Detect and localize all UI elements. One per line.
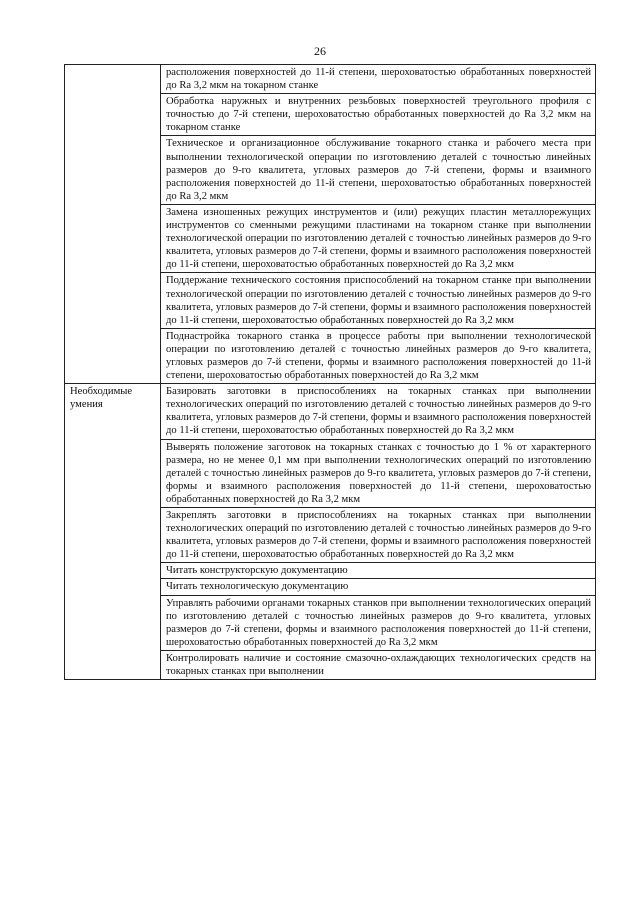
competency-table — [64, 64, 596, 680]
row-label-required-skills: Необходимые умения — [70, 386, 133, 411]
table-cell: Поддержание технического состояния приспособлений на токарном станке при выполнении технологической операции по изготовлению деталей с точностью линейных размеров до 9-го квалитета, угловых размеров до 7-й степени, формы и взаимного расположения поверхностей до 11-й степени, шероховатостью обработанных поверхностей до Ra 3,2 мкм — [161, 273, 596, 328]
row-label-cell — [65, 65, 161, 384]
table-cell: Читать технологическую документацию — [161, 579, 596, 595]
table-cell: Замена изношенных режущих инструментов и (или) режущих пластин металлорежущих инструментов со сменными режущими пластинами на токарном станке при выполнении технологической операции по изготовлению деталей с точностью линейных размеров до 9-го квалитета, угловых размеров до 7-й степени, формы и взаимного расположения поверхностей до 11-й степени, шероховатостью обработанных поверхностей до Ra 3,2 мкм — [161, 204, 596, 272]
table-row — [65, 384, 596, 439]
table-cell: Контролировать наличие и состояние смазочно-охлаждающих технологических средств на токарных станках при выполнении — [161, 650, 596, 679]
table-cell: Обработка наружных и внутренних резьбовых поверхностей треугольного профиля с точностью до 7-й степени, шероховатостью обработанных поверхностей до Ra 3,2 мкм на токарном станке — [161, 94, 596, 136]
row-label-cell — [65, 384, 161, 680]
table-cell: Управлять рабочими органами токарных станков при выполнении технологических операций по изготовлению деталей с точностью линейных размеров до 9-го квалитета, угловых размеров до 7-й степени, формы и взаимного расположения поверхностей до 11-й степени, шероховатостью обработанных поверхностей до Ra 3,2 мкм — [161, 595, 596, 650]
table-cell: Читать конструкторскую документацию — [161, 563, 596, 579]
table-cell: Техническое и организационное обслуживание токарного станка и рабочего места при выполнении технологической операции по изготовлению деталей с точностью линейных размеров до 9-го квалитета, угловых размеров до 7-й степени, формы и взаимного расположения поверхностей до 11-й степени, шероховатостью обработанных поверхностей до Ra 3,2 мкм — [161, 136, 596, 204]
table-cell: Поднастройка токарного станка в процессе работы при выполнении технологической операции по изготовлению деталей с точностью линейных размеров до 9-го квалитета, угловых размеров до 7-й степени, формы и взаимного расположения поверхностей до 11-й степени, шероховатостью обработанных поверхностей до Ra 3,2 мкм — [161, 328, 596, 383]
page-number: 26 — [314, 44, 326, 58]
table-cell: расположения поверхностей до 11-й степени, шероховатостью обработанных поверхностей до Ra 3,2 мкм на токарном станке — [161, 65, 596, 94]
table-cell: Выверять положение заготовок на токарных станках с точностью до 1 % от характерного размера, но не менее 0,1 мм при выполнении технологических операций по изготовлению деталей с точностью линейных размеров до 9-го квалитета, угловых размеров до 7-й степени, формы и взаимного расположения поверхностей до 11-й степени, шероховатостью обработанных поверхностей до Ra 3,2 мкм — [161, 439, 596, 507]
table-cell: Закреплять заготовки в приспособлениях на токарных станках при выполнении технологических операций по изготовлению деталей с точностью линейных размеров до 9-го квалитета, угловых размеров до 7-й степени, формы и взаимного расположения поверхностей до 11-й степени, шероховатостью обработанных поверхностей до Ra 3,2 мкм — [161, 508, 596, 563]
table-row — [65, 65, 596, 94]
table-cell: Базировать заготовки в приспособлениях на токарных станках при выполнении технологических операций по изготовлению деталей с точностью линейных размеров до 9-го квалитета, угловых размеров до 7-й степени, формы и взаимного расположения поверхностей до 11-й степени, шероховатостью обработанных поверхностей до Ra 3,2 мкм — [161, 384, 596, 439]
